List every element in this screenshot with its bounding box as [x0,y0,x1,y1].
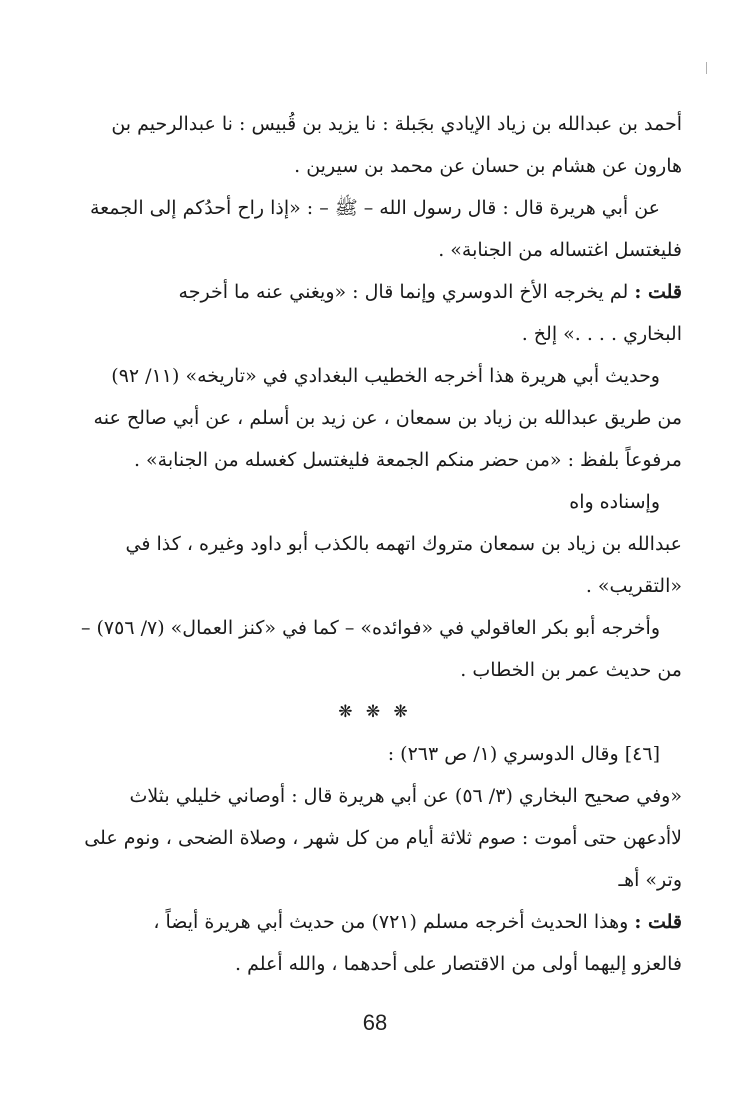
text-span: لم يخرجه الأخ الدوسري وإنما قال : «ويغني عنه ما أخرجه [178,281,629,303]
text-line: فالعزو إليهما أولى من الاقتصار على أحدهما ، والله أعلم . [234,953,682,975]
text-line: عن أبي هريرة قال : قال رسول الله – ﷺ – : «إذا راح أحدُكم إلى الجمعة [89,197,660,219]
text-line: عبدالله بن زياد بن سمعان متروك اتهمه بالكذب أبو داود وغيره ، كذا في [125,533,682,555]
text-line: وإسناده واه [569,491,660,513]
qult-label: قلت : [634,911,682,933]
text-line: وتر» أهـ [618,869,682,891]
text-line: من طريق عبدالله بن زياد بن سمعان ، عن زيد بن أسلم ، عن أبي صالح عنه [93,407,682,429]
text-line: وحديث أبي هريرة هذا أخرجه الخطيب البغدادي في «تاريخه» (١١/ ٩٢) [111,365,660,387]
margin-mark [706,62,707,74]
text-line: أحمد بن عبدالله بن زياد الإيادي بجَبلة : نا يزيد بن قُبيس : نا عبدالرحيم بن [111,113,682,135]
text-line: من حديث عمر بن الخطاب . [460,659,682,681]
page-number: 68 [362,1010,388,1035]
text-line: فليغتسل اغتساله من الجنابة» . [438,239,682,261]
text-line: «وفي صحيح البخاري (٣/ ٥٦) عن أبي هريرة قال : أوصاني خليلي بثلاث [129,785,682,807]
text-line: هارون عن هشام بن حسان عن محمد بن سيرين . [294,155,682,177]
text-line: لاأدعهن حتى أموت : صوم ثلاثة أيام من كل شهر ، وصلاة الضحى ، ونوم على [84,827,682,849]
text-line: وأخرجه أبو بكر العاقولي في «فوائده» – كما في «كنز العمال» (٧/ ٧٥٦) – [80,617,660,639]
page-body [68,103,682,985]
section-divider: ❋ ❋ ❋ [338,702,412,722]
text-line: «التقريب» . [585,575,682,597]
text-line: مرفوعاً بلفظ : «من حضر منكم الجمعة فليغتسل كغسله من الجنابة» . [133,449,682,471]
text-span: وهذا الحديث أخرجه مسلم (٧٢١) من حديث أبي هريرة أيضاً ، [153,911,629,933]
text-line: البخاري . . . .» إلخ . [521,323,682,345]
text-line [68,271,682,313]
text-line [68,901,682,943]
text-line: [٤٦] وقال الدوسري (١/ ص ٢٦٣) : [387,743,660,765]
qult-label: قلت : [634,281,682,303]
